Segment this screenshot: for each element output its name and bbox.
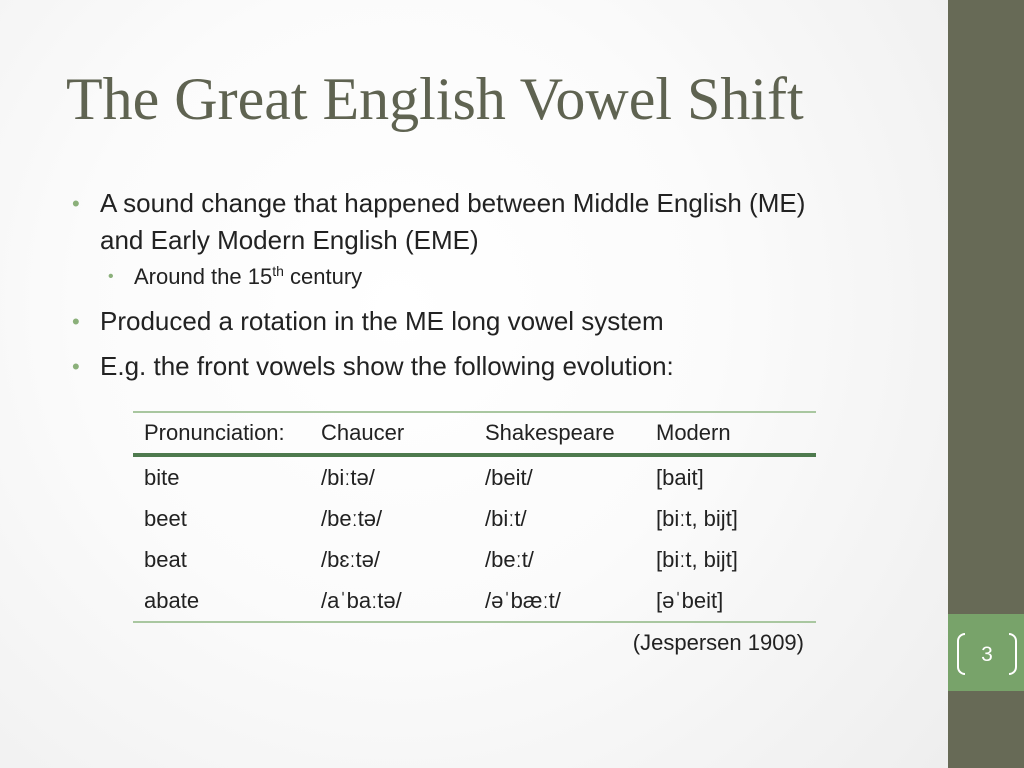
sub-bullet-item [72, 261, 922, 293]
bullet-item [72, 185, 922, 259]
table-cell: /beit/ [485, 464, 533, 490]
table-cell: /beːtə/ [321, 505, 383, 531]
bullet-text: and Early Modern English (EME) [100, 225, 479, 255]
table-row [133, 498, 816, 539]
bullet-dot-icon: • [108, 268, 114, 285]
table-header-row [133, 412, 816, 455]
table-cell: [biːt, bijt] [656, 546, 738, 572]
column-header: Shakespeare [485, 420, 615, 445]
table-cell: beet [144, 505, 187, 531]
table-cell: [biːt, bijt] [656, 505, 738, 531]
table-cell: /biːt/ [485, 505, 527, 531]
bullet-dot-icon: • [72, 309, 80, 334]
page-number: 3 [981, 643, 993, 666]
left-bracket-icon [957, 633, 965, 675]
table-cell: /aˈbaːtə/ [321, 587, 402, 613]
table-cell: /biːtə/ [321, 464, 375, 490]
column-header: Chaucer [321, 420, 405, 445]
bullet-text: E.g. the front vowels show the following evolution: [100, 351, 674, 381]
citation: (Jespersen 1909) [632, 630, 804, 655]
bullet-dot-icon: • [72, 191, 80, 216]
table-cell: [bait] [656, 464, 704, 490]
right-bracket-icon [1009, 633, 1017, 675]
table-row [133, 580, 816, 622]
table-cell: bite [144, 464, 180, 490]
sub-bullet-text: Around the 15 [134, 264, 273, 289]
table-row [133, 455, 816, 498]
table-cell: /beːt/ [485, 546, 534, 572]
bullet-item [72, 348, 922, 385]
bullet-item [72, 303, 922, 340]
bullet-dot-icon: • [72, 354, 80, 379]
slide-title: The Great English Vowel Shift [66, 66, 804, 132]
table-cell: [əˈbeit] [656, 587, 724, 613]
bullet-text: A sound change that happened between Middle English (ME) [100, 188, 806, 218]
bullet-list [72, 185, 922, 385]
superscript: th [272, 263, 284, 279]
column-header: Modern [656, 420, 731, 445]
sub-bullet-text: century [283, 264, 363, 289]
bullet-text: Produced a rotation in the ME long vowel system [100, 306, 664, 336]
table-cell: /bɛːtə/ [321, 546, 381, 572]
table-cell: abate [144, 587, 200, 613]
table-row [133, 539, 816, 580]
table-cell: /əˈbæːt/ [485, 587, 561, 613]
table-cell: beat [144, 546, 187, 572]
column-header: Pronunciation: [144, 420, 285, 445]
vowel-shift-table [133, 411, 816, 623]
